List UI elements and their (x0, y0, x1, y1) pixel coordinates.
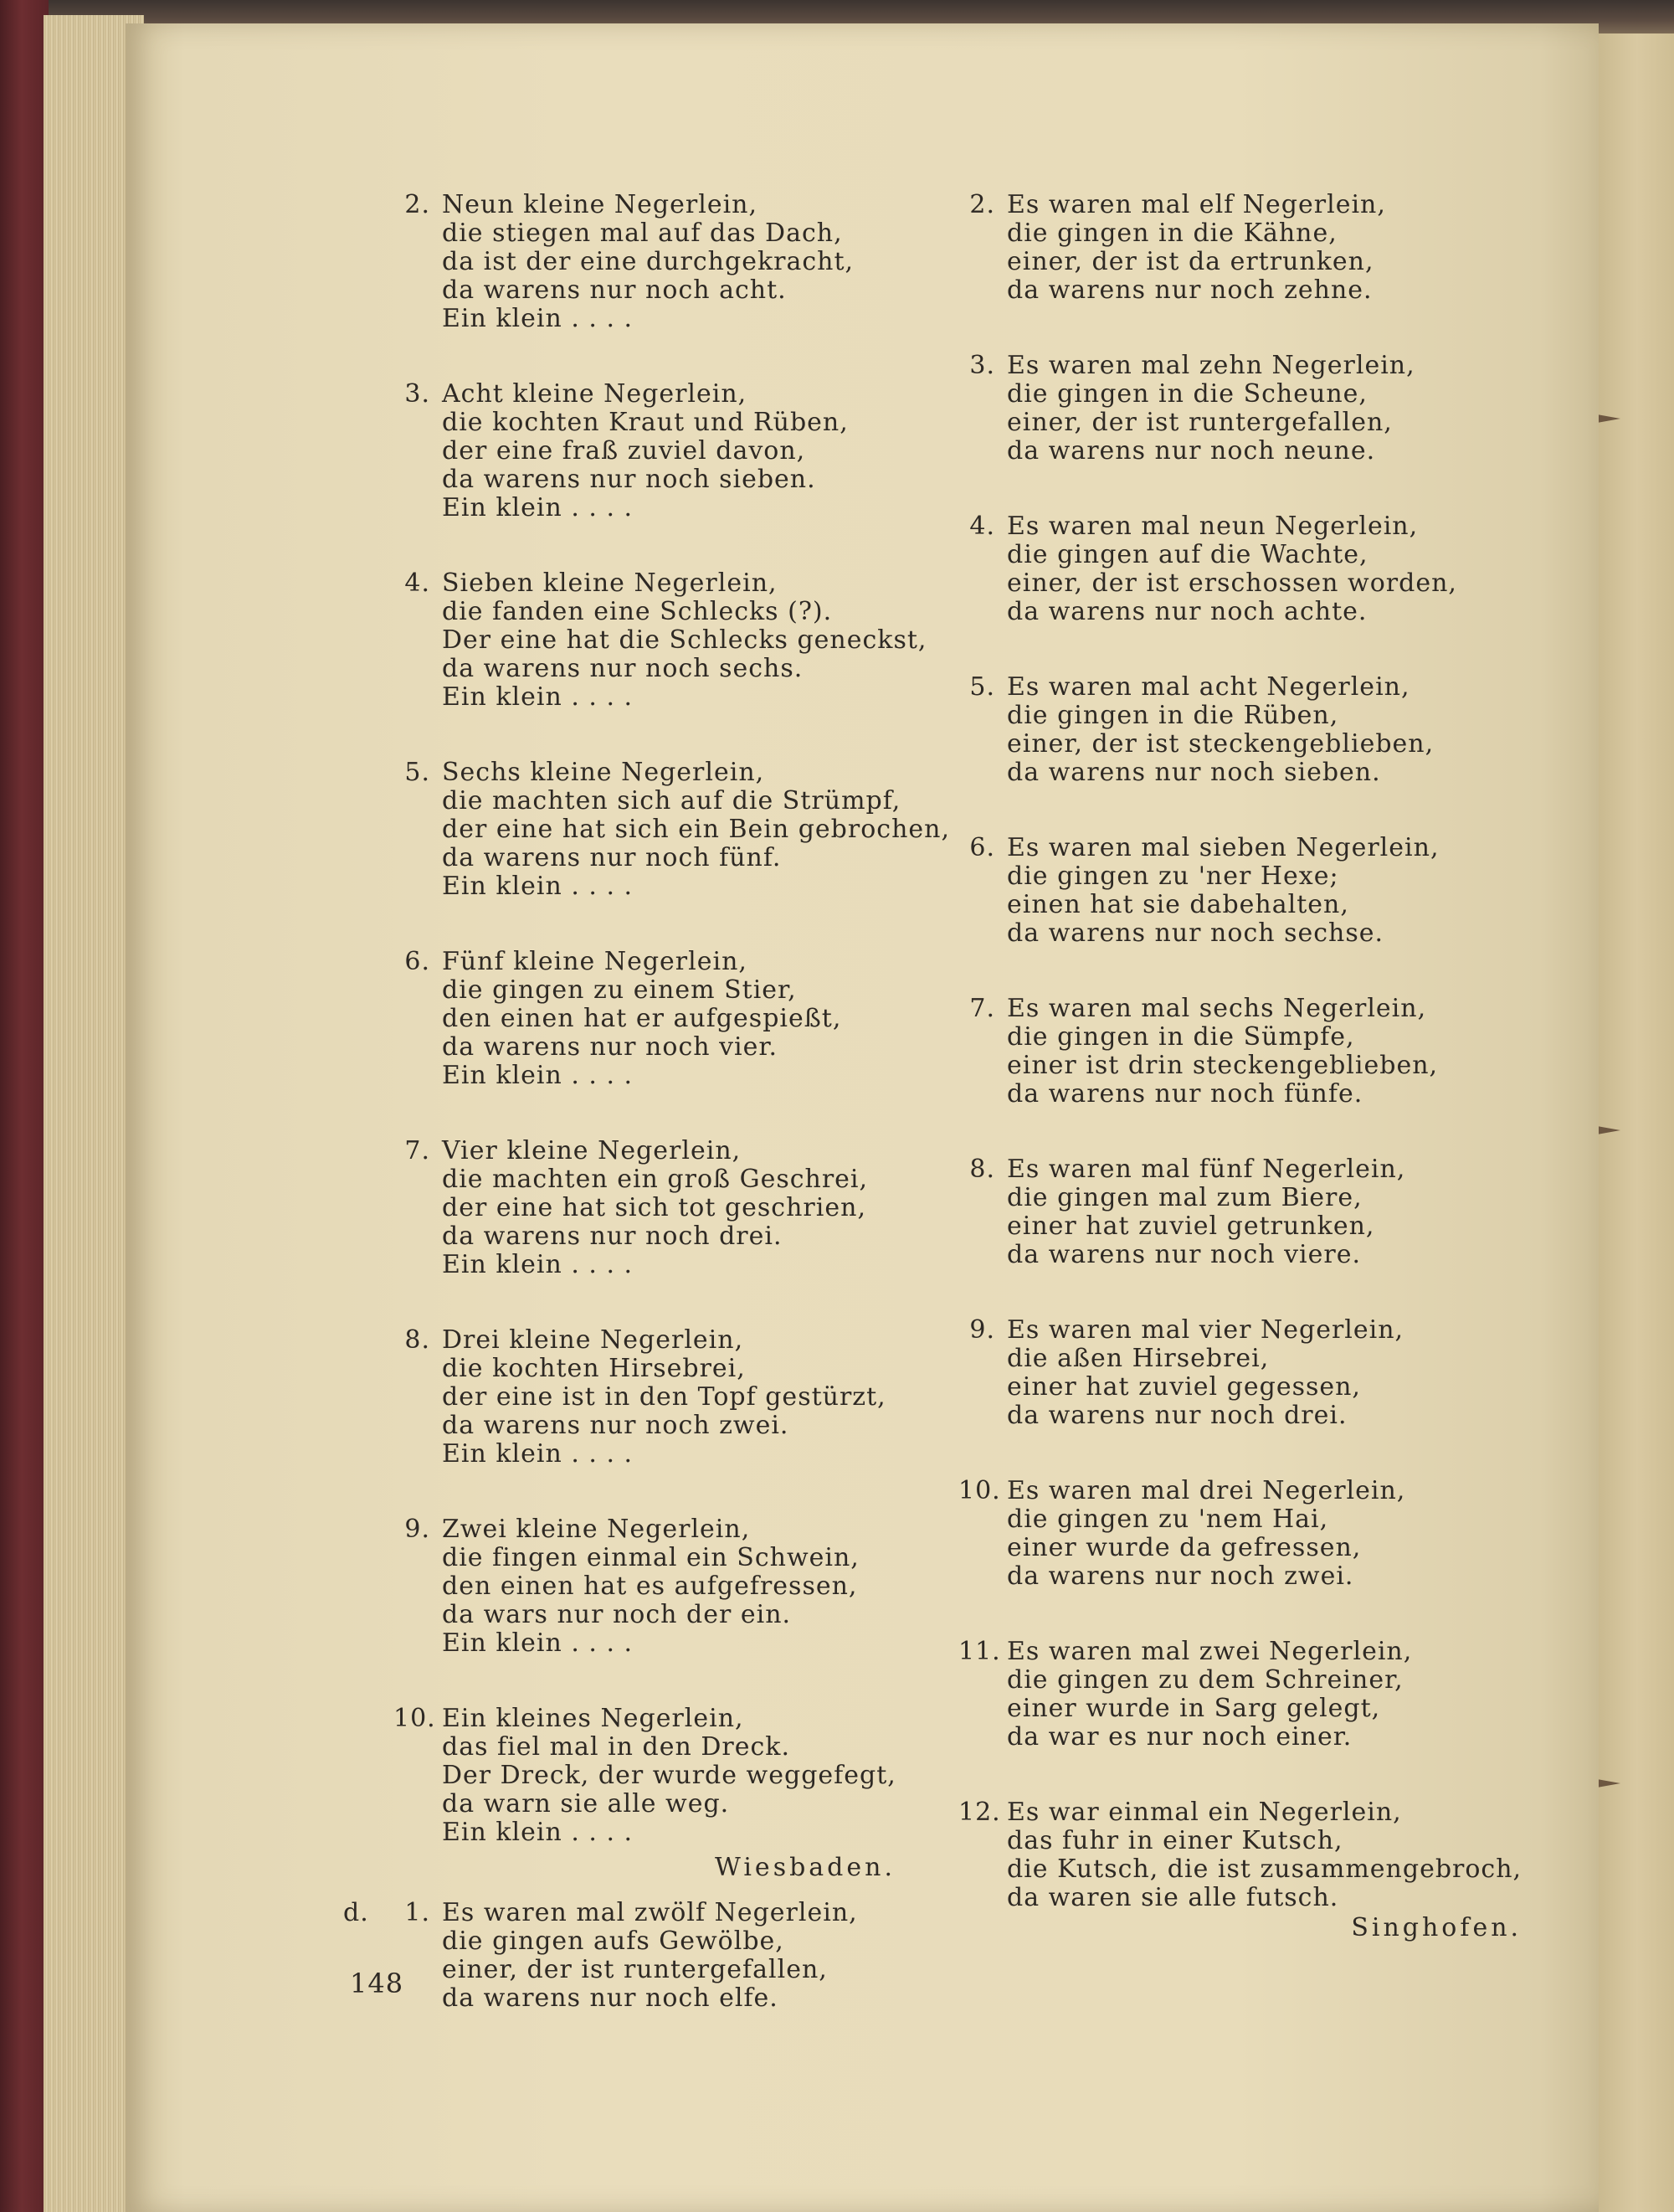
refrain-line: Ein klein . . . . (442, 304, 634, 333)
verse-line: einer, der ist steckengeblieben, (1007, 729, 1435, 759)
verse-line: Acht kleine Negerlein, (442, 379, 747, 409)
stanza-number: 4. (404, 568, 430, 598)
verse-line: Fünf kleine Negerlein, (442, 947, 747, 976)
verse-line: Vier kleine Negerlein, (442, 1136, 742, 1165)
verse-line: Es waren mal zwei Negerlein, (1007, 1637, 1413, 1666)
verse-line: Sechs kleine Negerlein, (442, 758, 765, 787)
facing-page-edge (1594, 33, 1674, 2212)
book-cover-left (0, 0, 49, 2212)
place-signature: Wiesbaden. (715, 1853, 896, 1882)
page-number: 148 (350, 1968, 404, 1999)
verse-line: die gingen in die Scheune, (1007, 379, 1368, 409)
verse-line: die gingen aufs Gewölbe, (442, 1926, 784, 1956)
verse-line: einer wurde da gefressen, (1007, 1533, 1362, 1562)
verse-line: einer wurde in Sarg gelegt, (1007, 1694, 1381, 1723)
refrain-line: Ein klein . . . . (442, 1818, 634, 1847)
stanza (958, 673, 1461, 787)
verse-line: Es waren mal fünf Negerlein, (1007, 1155, 1406, 1184)
section-label: d. (343, 1898, 369, 1927)
verse-line: da warens nur noch zehne. (1007, 275, 1373, 305)
verse-line: die gingen auf die Wachte, (1007, 540, 1368, 569)
verse-line: da warens nur noch sieben. (1007, 758, 1381, 787)
verse-line: der eine hat sich ein Bein gebrochen, (442, 815, 950, 844)
verse-line: Es waren mal elf Negerlein, (1007, 190, 1386, 219)
stanza (958, 1798, 1523, 1942)
verse-line: Der Dreck, der wurde weggefegt, (442, 1761, 896, 1790)
stanza (958, 834, 1461, 948)
verse-line: den einen hat er aufgespießt, (442, 1004, 842, 1033)
verse-line: einer, der ist da ertrunken, (1007, 247, 1374, 276)
verse-line: Es waren mal sieben Negerlein, (1007, 833, 1440, 862)
verse-line: Es war einmal ein Negerlein, (1007, 1798, 1402, 1827)
verse-line: Es waren mal zehn Negerlein, (1007, 351, 1415, 380)
stanza (958, 191, 1461, 305)
verse-line: die fingen einmal ein Schwein, (442, 1543, 860, 1572)
stanza-number: 5. (404, 758, 430, 787)
verse-line: da warens nur noch zwei. (442, 1411, 789, 1440)
verse-line: die kochten Kraut und Rüben, (442, 408, 849, 437)
verse-line: einer, der ist runtergefallen, (442, 1955, 828, 1984)
verse-line: der eine hat sich tot geschrien, (442, 1193, 866, 1222)
verse-line: die aßen Hirsebrei, (1007, 1344, 1270, 1373)
page-tab-marker (1597, 1779, 1620, 1788)
verse-line: Es waren mal neun Negerlein, (1007, 512, 1419, 541)
verse-line: da warens nur noch elfe. (442, 1983, 778, 2013)
verse-line: Sieben kleine Negerlein, (442, 568, 778, 598)
verse-line: der eine ist in den Topf gestürzt, (442, 1382, 886, 1412)
stanza (393, 1515, 896, 1658)
stanza (393, 380, 896, 522)
verse-line: da warens nur noch sieben. (442, 465, 816, 494)
stanza-number: 6. (969, 833, 995, 862)
verse-line: die gingen in die Kähne, (1007, 219, 1338, 248)
verse-line: da warn sie alle weg. (442, 1789, 730, 1818)
verse-line: die Kutsch, die ist zusammengebroch, (1007, 1854, 1523, 1884)
verse-line: da wars nur noch der ein. (442, 1600, 792, 1629)
refrain-line: Ein klein . . . . (442, 1628, 634, 1658)
stanza-number: 7. (404, 1136, 430, 1165)
verse-line: da warens nur noch achte. (1007, 597, 1368, 626)
verse-line: da war es nur noch einer. (1007, 1722, 1353, 1752)
stanza-number: 10. (958, 1476, 1001, 1505)
stanza (958, 995, 1461, 1109)
refrain-line: Ein klein . . . . (442, 1061, 634, 1090)
verse-line: der eine fraß zuviel davon, (442, 436, 806, 466)
verse-line: Es waren mal drei Negerlein, (1007, 1476, 1406, 1505)
verse-line: da warens nur noch vier. (442, 1032, 778, 1062)
verse-line: da warens nur noch viere. (1007, 1240, 1362, 1269)
stanza (393, 1137, 896, 1279)
stanza-number: 2. (969, 190, 995, 219)
stanza (958, 1638, 1461, 1752)
verse-line: Neun kleine Negerlein, (442, 190, 758, 219)
stanza (393, 758, 950, 901)
verse-line: da warens nur noch acht. (442, 275, 787, 305)
stanza (393, 568, 927, 712)
stanza-number: 4. (969, 512, 995, 541)
stanza-number: 5. (969, 672, 995, 702)
stanza-number: 10. (393, 1704, 436, 1733)
verse-line: einer ist drin steckengeblieben, (1007, 1051, 1439, 1080)
verse-line: da warens nur noch fünf. (442, 843, 782, 872)
stanza-number: 8. (404, 1325, 430, 1355)
verse-line: da ist der eine durchgekracht, (442, 247, 855, 276)
stanza (958, 1316, 1461, 1430)
stanza-number: 2. (404, 190, 430, 219)
verse-line: Drei kleine Negerlein, (442, 1325, 744, 1355)
stanza-number: 7. (969, 994, 995, 1023)
verse-line: die gingen zu dem Schreiner, (1007, 1665, 1404, 1695)
stanza-number: 11. (958, 1637, 1001, 1666)
verse-line: da warens nur noch neune. (1007, 436, 1376, 466)
verse-line: da warens nur noch sechse. (1007, 918, 1384, 948)
verse-line: die gingen in die Sümpfe, (1007, 1022, 1355, 1052)
verse-line: die machten sich auf die Strümpf, (442, 786, 901, 815)
page-tab-marker (1597, 414, 1620, 423)
verse-line: die gingen in die Rüben, (1007, 701, 1339, 730)
verse-line: Es waren mal acht Negerlein, (1007, 672, 1410, 702)
verse-line: einer hat zuviel gegessen, (1007, 1372, 1361, 1402)
stanza-number: 9. (969, 1315, 995, 1345)
stanza (958, 512, 1461, 626)
stanza (393, 1326, 896, 1469)
stanza (958, 1477, 1461, 1591)
verse-line: die machten ein groß Geschrei, (442, 1165, 869, 1194)
verse-line: Es waren mal zwölf Negerlein, (442, 1898, 858, 1927)
verse-line: die gingen mal zum Biere, (1007, 1183, 1363, 1212)
verse-line: Der eine hat die Schlecks geneckst, (442, 625, 927, 655)
stanza-number: 9. (404, 1515, 430, 1544)
verse-line: den einen hat es aufgefressen, (442, 1572, 858, 1601)
right-column (958, 190, 1523, 1942)
verse-line: einer, der ist erschossen worden, (1007, 568, 1457, 598)
stanza-number: 1. (404, 1898, 430, 1927)
verse-line: da warens nur noch zwei. (1007, 1561, 1354, 1591)
verse-line: da warens nur noch sechs. (442, 654, 804, 683)
refrain-line: Ein klein . . . . (442, 1439, 634, 1469)
verse-line: einen hat sie dabehalten, (1007, 890, 1349, 919)
verse-line: Zwei kleine Negerlein, (442, 1515, 751, 1544)
verse-line: da warens nur noch drei. (442, 1222, 783, 1251)
verse-line: die gingen zu 'ner Hexe; (1007, 862, 1339, 891)
stanza-number: 12. (958, 1798, 1001, 1827)
verse-line: da warens nur noch drei. (1007, 1401, 1348, 1430)
stanza (393, 948, 896, 1090)
stanza (958, 1155, 1461, 1269)
place-signature: Singhofen. (1351, 1913, 1523, 1942)
verse-line: die gingen zu einem Stier, (442, 975, 797, 1005)
stanza-number: 6. (404, 947, 430, 976)
verse-line: Es waren mal sechs Negerlein, (1007, 994, 1427, 1023)
refrain-line: Ein klein . . . . (442, 872, 634, 901)
stanza-number: 3. (404, 379, 430, 409)
stanza (393, 1705, 896, 1847)
stanza-number: 8. (969, 1155, 995, 1184)
verse-line: einer hat zuviel getrunken, (1007, 1211, 1375, 1241)
refrain-line: Ein klein . . . . (442, 1250, 634, 1279)
refrain-line: Ein klein . . . . (442, 493, 634, 522)
verse-line: Es waren mal vier Negerlein, (1007, 1315, 1404, 1345)
verse-line: die kochten Hirsebrei, (442, 1354, 746, 1383)
verse-line: Ein kleines Negerlein, (442, 1704, 744, 1733)
verse-line: die fanden eine Schlecks (?). (442, 597, 833, 626)
stanza (958, 352, 1461, 466)
stanza (393, 191, 896, 333)
verse-line: die stiegen mal auf das Dach, (442, 219, 843, 248)
verse-line: einer, der ist runtergefallen, (1007, 408, 1393, 437)
stanza-number: 3. (969, 351, 995, 380)
page-tab-marker (1597, 1126, 1620, 1134)
verse-line: die gingen zu 'nem Hai, (1007, 1505, 1329, 1534)
verse-line: da waren sie alle futsch. (1007, 1883, 1339, 1912)
verse-line: das fuhr in einer Kutsch, (1007, 1826, 1343, 1855)
verse-line: da warens nur noch fünfe. (1007, 1079, 1363, 1109)
verse-line: das fiel mal in den Dreck. (442, 1732, 790, 1762)
refrain-line: Ein klein . . . . (442, 682, 634, 712)
